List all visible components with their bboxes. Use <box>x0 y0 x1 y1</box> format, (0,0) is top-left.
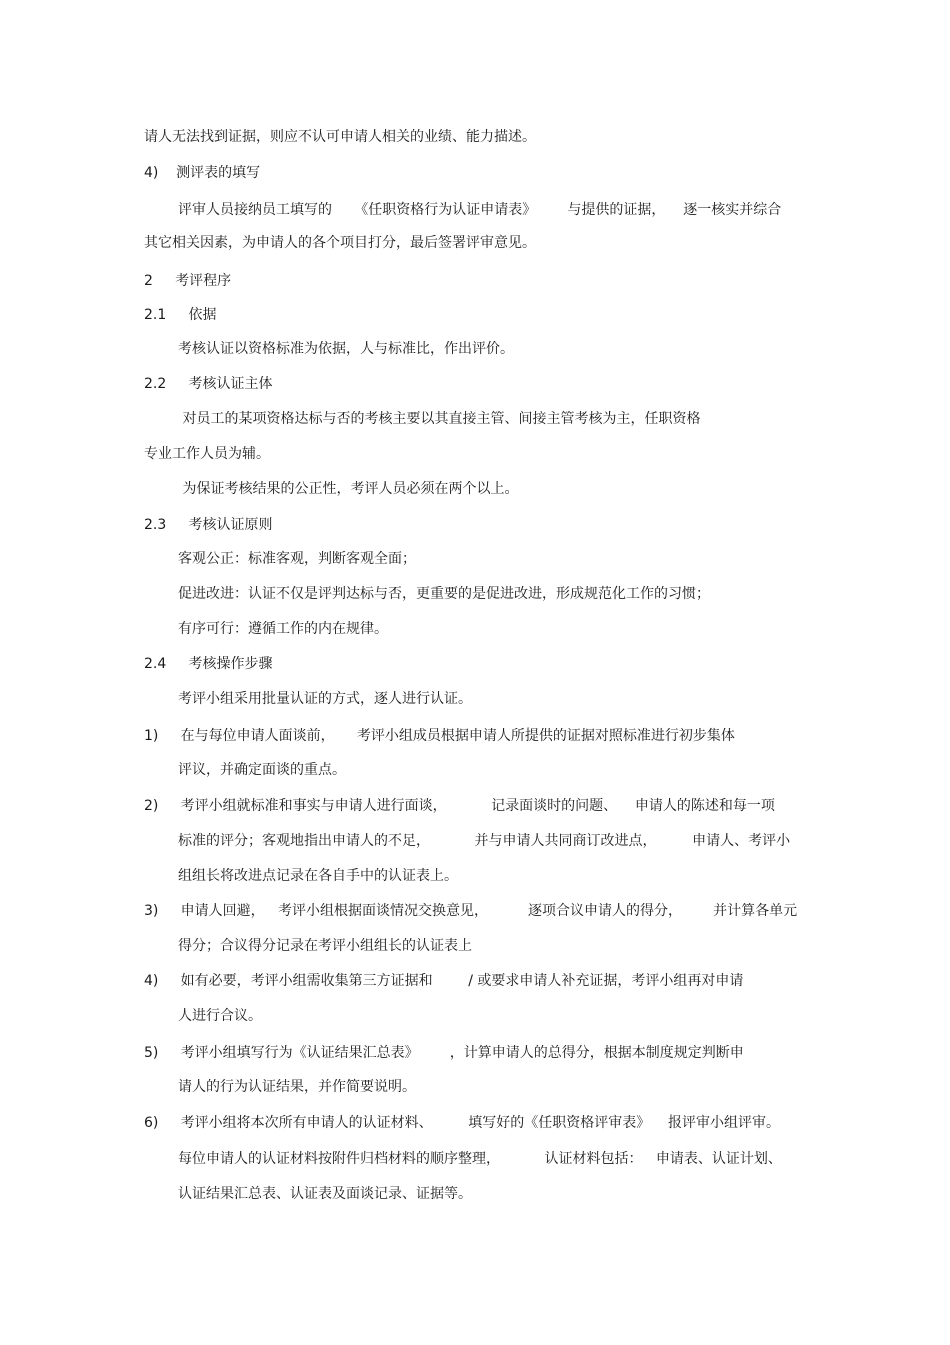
list-item: 1) 在与每位申请人面谈前， 考评小组成员根据申请人所提供的证据对照标准进行初步集体 <box>144 728 735 744</box>
text-line: 组组长将改进点记录在各自手中的认证表上。 <box>178 868 458 884</box>
list-heading: 4) 测评表的填写 <box>144 165 261 181</box>
list-item: 3) 申请人回避， 考评小组根据面谈情况交换意见， 逐项合议申请人的得分， 并计算各单元 <box>144 903 798 919</box>
list-item: 2) 考评小组就标准和事实与申请人进行面谈， 记录面谈时的问题、 申请人的陈述和每一项 <box>144 798 775 814</box>
list-item: 4) 如有必要，考评小组需收集第三方证据和 / 或要求申请人补充证据，考评小组再对申请 <box>144 973 744 989</box>
text-line: 每位申请人的认证材料按附件归档材料的顺序整理， 认证材料包括： 申请表、认证计划、 <box>178 1151 782 1167</box>
text-line: 评议，并确定面谈的重点。 <box>178 762 346 778</box>
text-line: 评审人员接纳员工填写的 《任职资格行为认证申请表》 与提供的证据， 逐一核实并综合 <box>178 202 782 218</box>
text-line: 标准的评分；客观地指出申请人的不足， 并与申请人共同商订改进点， 申请人、考评小 <box>178 833 791 849</box>
text-line: 其它相关因素，为申请人的各个项目打分，最后签署评审意见。 <box>144 235 536 251</box>
text-line: 专业工作人员为辅。 <box>144 446 270 462</box>
text-line: 对员工的某项资格达标与否的考核主要以其直接主管、间接主管考核为主，任职资格 <box>178 411 701 427</box>
section-heading: 2.3 考核认证原则 <box>144 517 273 533</box>
list-item: 6) 考评小组将本次所有申请人的认证材料、 填写好的《任职资格评审表》 报评审小组评审。 <box>144 1115 781 1131</box>
text-line: 人进行合议。 <box>178 1008 262 1024</box>
section-heading: 2.4 考核操作步骤 <box>144 656 273 672</box>
section-heading: 2.1 依据 <box>144 307 217 323</box>
text-line: 客观公正：标准客观，判断客观全面； <box>178 551 416 567</box>
text-line: 认证结果汇总表、认证表及面谈记录、证据等。 <box>178 1186 472 1202</box>
list-item: 5) 考评小组填写行为《认证结果汇总表》 ，计算申请人的总得分，根据本制度规定判断申 <box>144 1045 744 1061</box>
text-line: 请人无法找到证据，则应不认可申请人相关的业绩、能力描述。 <box>144 129 536 145</box>
text-line: 为保证考核结果的公正性，考评人员必须在两个以上。 <box>178 481 519 497</box>
text-line: 考评小组采用批量认证的方式，逐人进行认证。 <box>178 691 472 707</box>
text-line: 有序可行：遵循工作的内在规律。 <box>178 621 388 637</box>
text-line: 考核认证以资格标准为依据，人与标准比，作出评价。 <box>178 341 514 357</box>
section-heading: 2.2 考核认证主体 <box>144 376 273 392</box>
text-line: 得分；合议得分记录在考评小组组长的认证表上 <box>178 938 472 954</box>
text-line: 请人的行为认证结果，并作简要说明。 <box>178 1079 416 1095</box>
text-line: 促进改进：认证不仅是评判达标与否，更重要的是促进改进，形成规范化工作的习惯； <box>178 586 710 602</box>
section-heading: 2 考评程序 <box>144 273 232 289</box>
